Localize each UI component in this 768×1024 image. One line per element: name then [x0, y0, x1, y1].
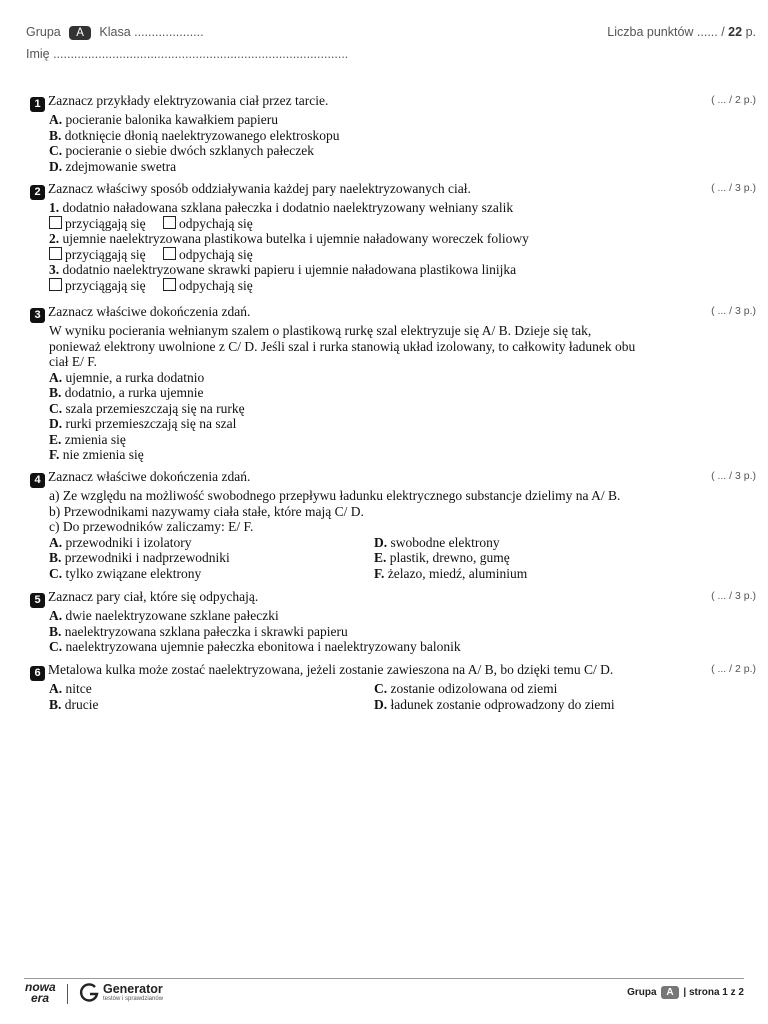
task-question: Zaznacz przykłady elektryzowania ciał przez tarcie.	[48, 93, 329, 108]
points-max: 22	[728, 25, 743, 39]
task-number: 5	[30, 593, 45, 608]
options-columns	[30, 535, 756, 582]
page-number: | strona 1 z 2	[683, 987, 744, 998]
checkbox-repel[interactable]	[163, 247, 176, 260]
task-question: Metalowa kulka może zostać naelektryzowana, jeżeli zostanie zawieszona na A/ B, bo dzięki temu C/ D.	[48, 662, 614, 677]
task-points: ( ... / 3 p.)	[711, 590, 756, 602]
option[interactable]: B. dotknięcie dłonią naelektryzowanego elektroskopu	[49, 127, 340, 143]
name-field: Imię .....................................................................................	[26, 47, 349, 61]
task-question: Zaznacz pary ciał, które się odpychają.	[48, 589, 259, 604]
group-label: Grupa	[26, 25, 61, 39]
task-number: 6	[30, 666, 45, 681]
pair-choices: przyciągają się odpychają się	[30, 278, 756, 294]
options-left	[49, 681, 374, 712]
task-body: ponieważ elektrony uwolnione z C/ D. Jeśli szal i rurka stanowią układ izolowany, to całkowity ładunek obu	[49, 338, 636, 354]
options-right	[374, 535, 699, 582]
task-points: ( ... / 2 p.)	[711, 663, 756, 675]
task-1	[30, 93, 756, 174]
task-3	[30, 304, 756, 463]
options-columns	[30, 681, 756, 712]
header-left	[26, 25, 204, 40]
checkbox-attract[interactable]	[49, 247, 62, 260]
pair-statement: 1. dodatnio naładowana szklana pałeczka i dodatnio naelektryzowany wełniany szalik	[49, 200, 514, 215]
footer-divider	[24, 978, 744, 979]
option[interactable]: B. dodatnio, a rurka ujemnie	[49, 385, 204, 400]
generator-logo-icon	[78, 982, 100, 1004]
option[interactable]: A. nitce	[49, 681, 92, 696]
pair-choices: przyciągają się odpychają się	[30, 247, 756, 263]
task-number: 1	[30, 97, 45, 112]
generator-subtitle: testów i sprawdzianów	[103, 996, 164, 1002]
options-right	[374, 681, 699, 712]
checkbox-attract[interactable]	[49, 278, 62, 291]
points-label: Liczba punktów ...... /	[607, 25, 725, 39]
sub-question: b) Przewodnikami nazywamy ciała stałe, które mają C/ D.	[49, 503, 364, 519]
points-unit: p.	[745, 25, 756, 39]
option[interactable]: C. szala przemieszczają się na rurkę	[49, 400, 245, 416]
task-points: ( ... / 2 p.)	[711, 94, 756, 106]
task-6	[30, 662, 756, 712]
task-question: Zaznacz właściwe dokończenia zdań.	[48, 469, 251, 484]
checkbox-repel[interactable]	[163, 278, 176, 291]
task-question: Zaznacz właściwe dokończenia zdań.	[48, 304, 251, 319]
task-body: W wyniku pocierania wełnianym szalem o plastikową rurkę szal elektryzuje się A/ B. Dzieje się tak,	[49, 323, 592, 338]
task-4	[30, 469, 756, 581]
option[interactable]: A. ujemnie, a rurka dodatnio	[49, 369, 205, 385]
option[interactable]: D. zdejmowanie swetra	[49, 158, 177, 174]
task-number: 4	[30, 473, 45, 488]
option[interactable]: B. naelektryzowana szklana pałeczka i skrawki papieru	[49, 623, 348, 639]
option[interactable]: C. pocieranie o siebie dwóch szklanych pałeczek	[49, 143, 315, 158]
option[interactable]: E. zmienia się	[49, 431, 126, 447]
sub-question: a) Ze względu na możliwość swobodnego przepływu ładunku elektrycznego substancje dzielimy na A/ B.	[49, 488, 621, 503]
nowa-era-logo: nowa era	[25, 980, 56, 1005]
page-group-badge: A	[661, 986, 678, 999]
option[interactable]: D. swobodne elektrony	[374, 534, 500, 550]
option[interactable]: F. żelazo, miedź, aluminium	[374, 565, 528, 581]
task-2	[30, 181, 756, 293]
task-points: ( ... / 3 p.)	[711, 182, 756, 194]
logo-separator	[67, 984, 68, 1004]
option[interactable]: C. zostanie odizolowana od ziemi	[374, 681, 558, 696]
page-info: Grupa A | strona 1 z 2	[627, 987, 744, 998]
pair-choices: przyciągają się odpychają się	[30, 216, 756, 232]
option[interactable]: A. pocieranie balonika kawałkiem papieru	[49, 112, 279, 127]
option[interactable]: E. plastik, drewno, gumę	[374, 550, 510, 565]
checkbox-repel[interactable]	[163, 216, 176, 229]
option[interactable]: D. ładunek zostanie odprowadzony do ziemi	[374, 696, 615, 712]
task-5	[30, 589, 756, 655]
sub-question: c) Do przewodników zaliczamy: E/ F.	[49, 519, 254, 534]
checkbox-attract[interactable]	[49, 216, 62, 229]
task-question: Zaznacz właściwy sposób oddziaływania każdej pary naelektryzowanych ciał.	[48, 181, 471, 196]
generator-title: Generator	[103, 982, 163, 996]
task-number: 2	[30, 185, 45, 200]
option[interactable]: B. drucie	[49, 696, 99, 712]
option[interactable]: C. naelektryzowana ujemnie pałeczka ebonitowa i naelektryzowany balonik	[49, 639, 461, 654]
option[interactable]: A. przewodniki i izolatory	[49, 534, 192, 550]
task-number: 3	[30, 308, 45, 323]
task-points: ( ... / 3 p.)	[711, 305, 756, 317]
pair-statement: 3. dodatnio naelektryzowane skrawki papieru i ujemnie naładowana plastikowa linijka	[49, 262, 517, 277]
class-label: Klasa ....................	[99, 25, 204, 39]
header-points	[607, 25, 756, 39]
options-left	[49, 535, 374, 582]
pair-statement: 2. ujemnie naelektryzowana plastikowa butelka i ujemnie naładowany woreczek foliowy	[49, 231, 529, 246]
task-points: ( ... / 3 p.)	[711, 470, 756, 482]
task-body: ciał E/ F.	[49, 354, 98, 369]
option[interactable]: A. dwie naelektryzowane szklane pałeczki	[49, 608, 279, 623]
option[interactable]: B. przewodniki i nadprzewodniki	[49, 550, 230, 565]
option[interactable]: D. rurki przemieszczają się na szal	[49, 416, 237, 431]
option[interactable]: C. tylko związane elektrony	[49, 565, 202, 581]
group-badge: A	[69, 26, 91, 40]
option[interactable]: F. nie zmienia się	[49, 447, 144, 462]
